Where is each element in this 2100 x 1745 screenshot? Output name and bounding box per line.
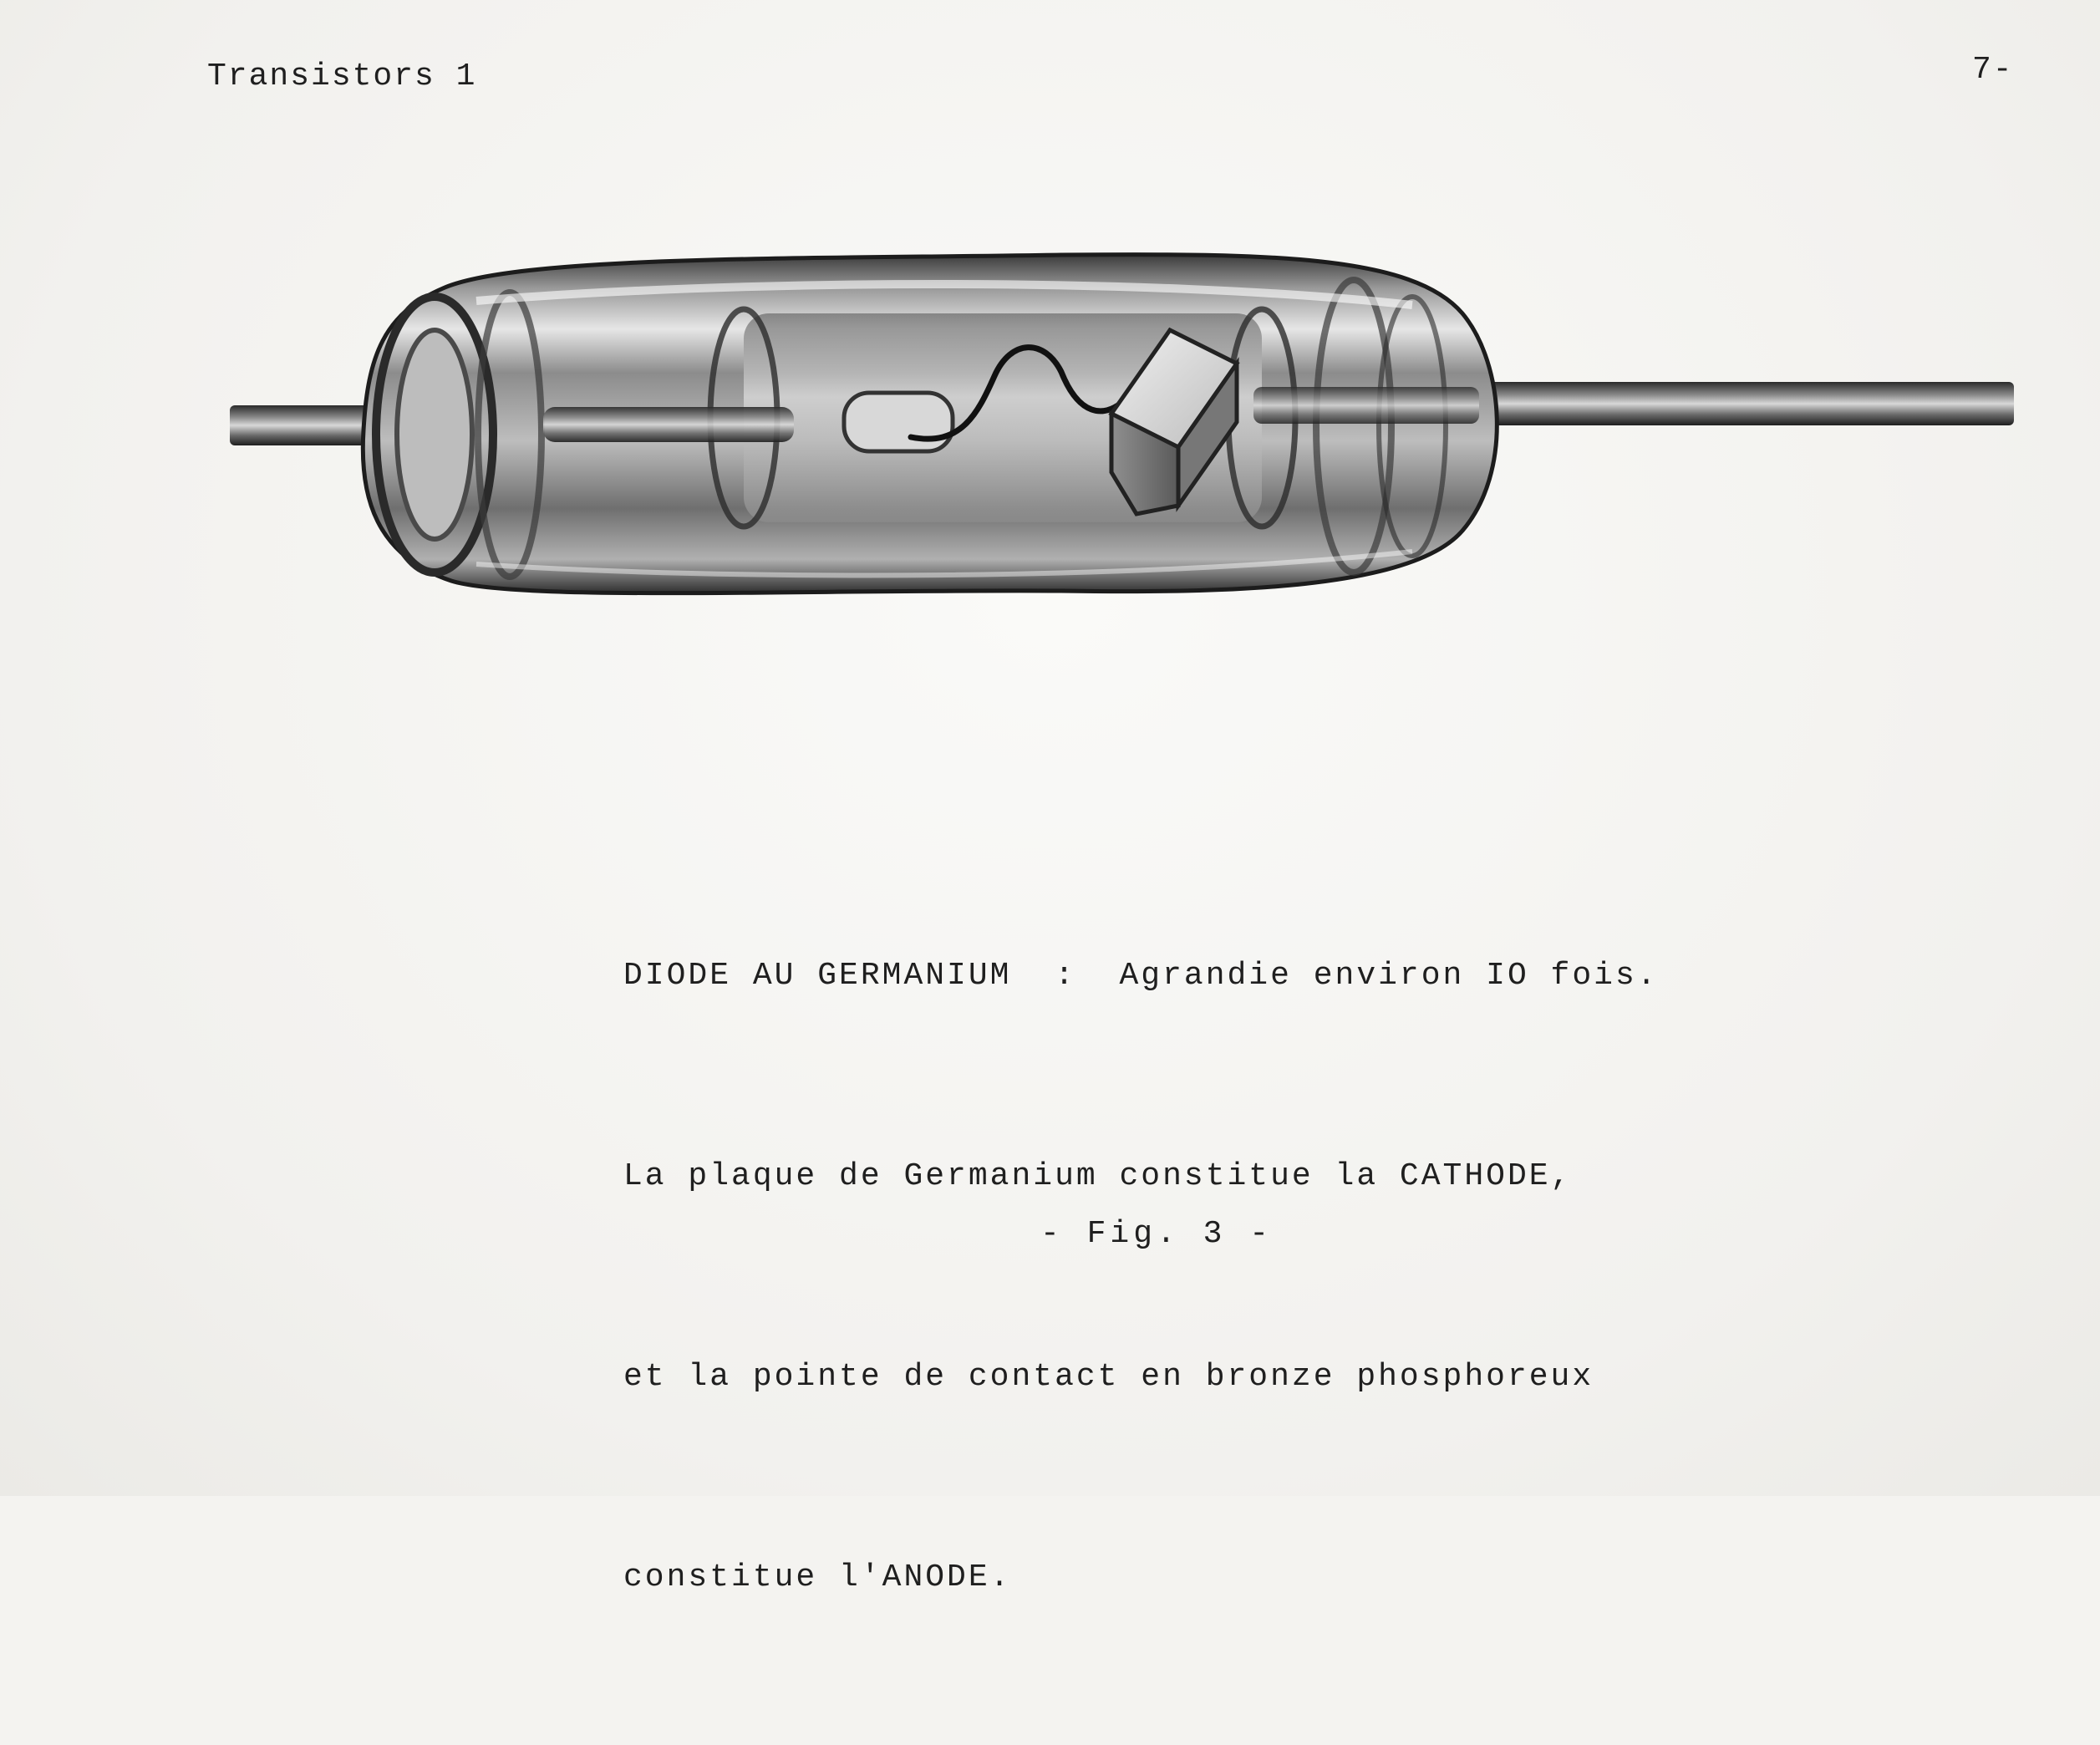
diode-illustration	[226, 221, 2022, 614]
figure-caption	[623, 809, 1659, 1745]
caption-line: DIODE AU GERMANIUM : Agrandie environ IO fois.	[623, 958, 1659, 994]
caption-line: La plaque de Germanium constitue la CATHODE,	[623, 1158, 1573, 1194]
caption-line: constitue l'ANODE.	[623, 1559, 1012, 1595]
figure-label: - Fig. 3 -	[1040, 1216, 1274, 1252]
caption-line: et la pointe de contact en bronze phosphoreux	[623, 1359, 1594, 1395]
page-number: 7-	[1972, 52, 2014, 88]
running-header-title: Transistors 1	[207, 59, 477, 94]
